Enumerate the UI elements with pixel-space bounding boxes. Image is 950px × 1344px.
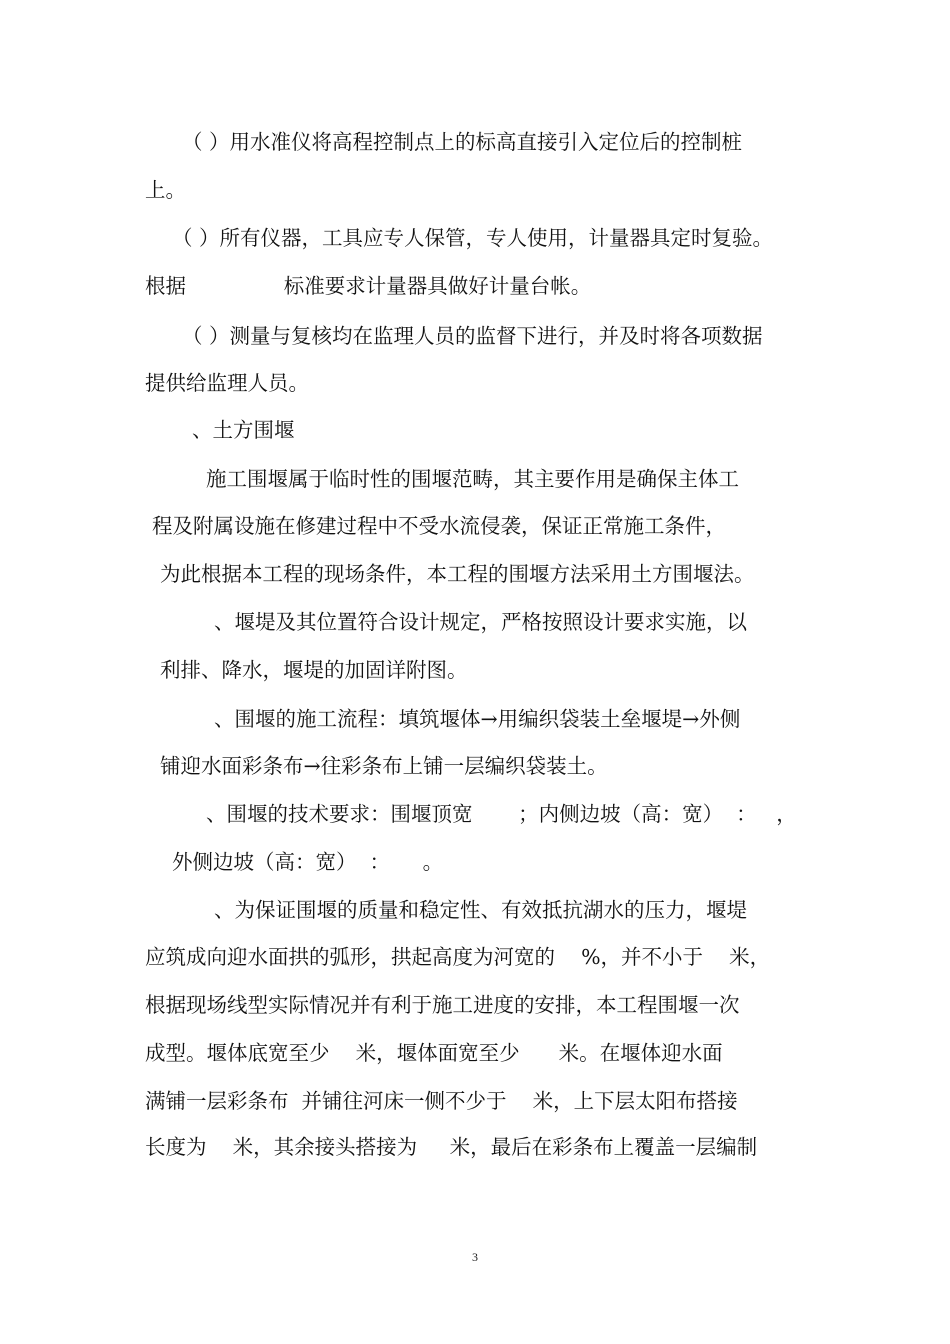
text-line: 成型。堰体底宽至少 米，堰体面宽至少 米。在堰体迎水面	[145, 1041, 723, 1065]
text-line: 利排、降水，堰堤的加固详附图。	[160, 658, 468, 682]
text-line: （ ）用水准仪将高程控制点上的标高直接引入定位后的控制桩	[182, 130, 743, 154]
text-line: 、围堰的技术要求：围堰顶宽 ；内侧边坡（高：宽） ： ，	[206, 802, 797, 826]
text-line: 、围堰的施工流程：填筑堰体→用编织袋装土垒堰堤→外侧	[214, 707, 741, 731]
text-line: 应筑成向迎水面拱的弧形，拱起高度为河宽的 %，并不小于 米，	[145, 945, 771, 969]
text-line: 根据现场线型实际情况并有利于施工进度的安排，本工程围堰一次	[145, 993, 740, 1017]
text-line: 、堰堤及其位置符合设计规定，严格按照设计要求实施，以	[214, 610, 747, 634]
text-line: 、为保证围堰的质量和稳定性、有效抵抗湖水的压力，堰堤	[214, 898, 747, 922]
text-line: （ ）所有仪器，工具应专人保管，专人使用，计量器具定时复验。	[172, 226, 774, 250]
text-line: 外侧边坡（高：宽） ： 。	[172, 850, 444, 874]
page-number: 3	[472, 1250, 478, 1264]
text-line: 程及附属设施在修建过程中不受水流侵袭，保证正常施工条件，	[152, 514, 726, 538]
text-line: 提供给监理人员。	[145, 371, 309, 395]
text-line: 长度为 米，其余接头搭接为 米，最后在彩条布上覆盖一层编制	[145, 1135, 758, 1159]
text-line: 为此根据本工程的现场条件，本工程的围堰方法采用土方围堰法。	[160, 562, 755, 586]
text-line: 铺迎水面彩条布→往彩条布上铺一层编织袋装土。	[160, 754, 608, 778]
text-line: （ ）测量与复核均在监理人员的监督下进行，并及时将各项数据	[182, 324, 763, 348]
section-heading: 、土方围堰	[192, 418, 295, 442]
text-line: 满铺一层彩条布 并铺往河床一侧不少于 米，上下层太阳布搭接	[145, 1089, 738, 1113]
text-line: 根据 标准要求计量器具做好计量台帐。	[145, 274, 592, 298]
text-line: 施工围堰属于临时性的围堰范畴，其主要作用是确保主体工	[206, 467, 739, 491]
text-line: 上。	[145, 178, 186, 202]
